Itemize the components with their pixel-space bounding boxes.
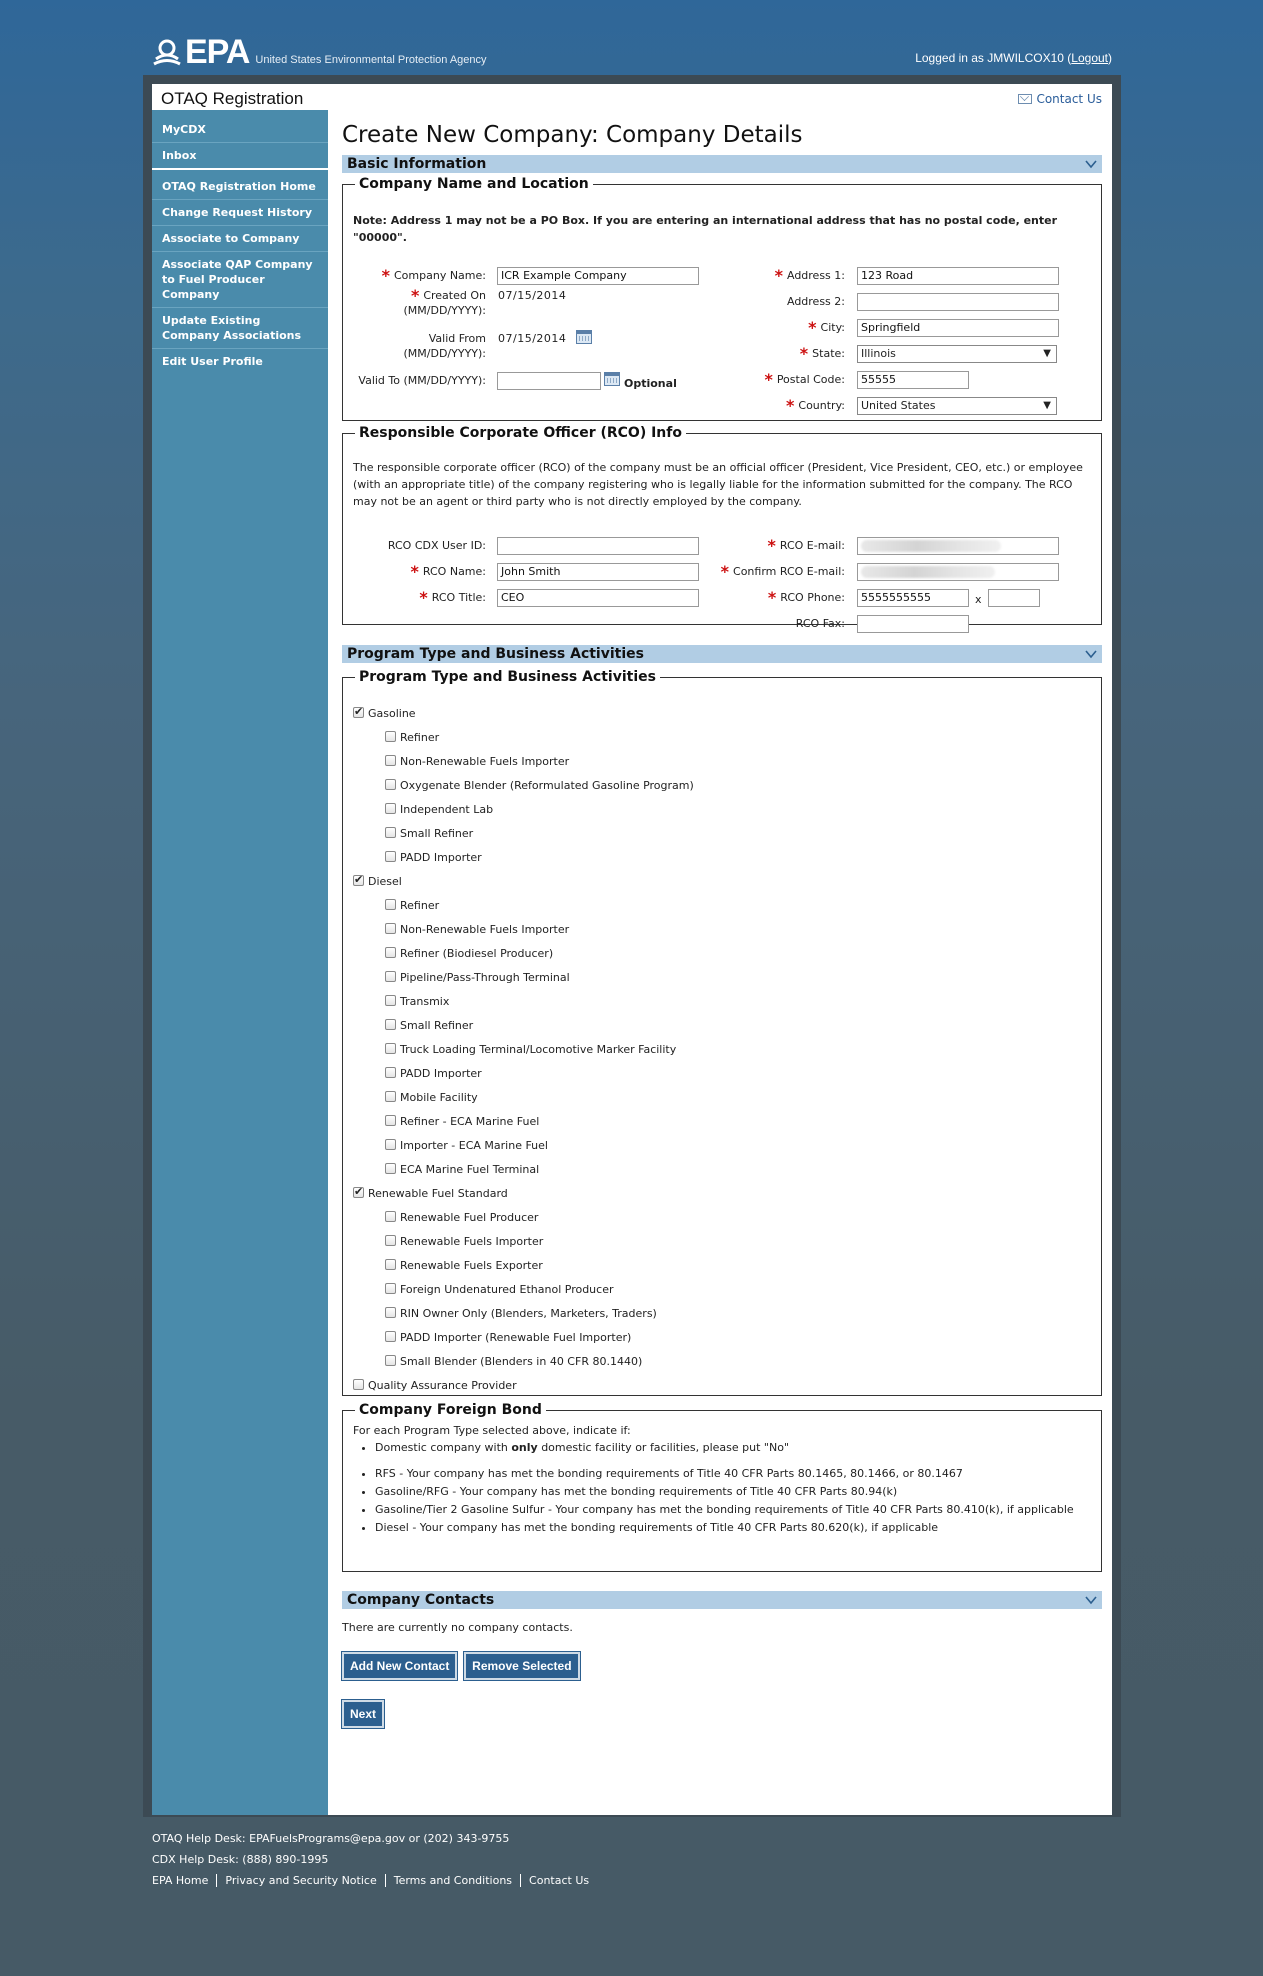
chevron-down-icon[interactable] (1084, 647, 1098, 661)
rco-legend: Responsible Corporate Officer (RCO) Info (359, 425, 682, 441)
created-on-label: * Created On (MM/DD/YYYY): (403, 286, 486, 317)
program-rfs-activity-checkbox[interactable] (385, 1355, 642, 1369)
valid-to-input[interactable] (497, 372, 601, 390)
checkbox[interactable] (385, 1307, 396, 1318)
checkbox-label: Small Refiner (400, 1019, 474, 1032)
logout-link[interactable]: Logout (1071, 51, 1108, 65)
dropdown-arrow-icon: ▼ (1043, 400, 1051, 411)
checkbox-label: Non-Renewable Fuels Importer (400, 755, 570, 768)
contact-us-label: Contact Us (1036, 92, 1102, 106)
checkbox-label: Gasoline (368, 707, 416, 720)
checkbox-label: Foreign Undenatured Ethanol Producer (400, 1283, 614, 1296)
basic-info-title: Basic Information (347, 156, 487, 172)
program-type-bar[interactable] (342, 645, 1102, 663)
checkbox-label: Renewable Fuel Producer (400, 1211, 539, 1224)
program-rfs-activity-checkbox[interactable] (385, 1235, 543, 1249)
address-note: Note: Address 1 may not be a PO Box. If you are entering an international address that has no postal code, enter "00000". (353, 214, 1058, 244)
bond-item-gasoline-tier2: • Gasoline/Tier 2 Gasoline Sulfur - Your company has met the bonding requirements of Title 40 CFR Parts 80.410(k), if applicable (375, 1501, 1091, 1519)
dropdown-arrow-icon: ▼ (1043, 348, 1051, 359)
valid-to-label: Valid To (MM/DD/YYYY): (358, 374, 486, 387)
chevron-down-icon[interactable] (1084, 157, 1098, 171)
program-gasoline-activity-checkbox[interactable] (385, 731, 439, 745)
sidebar-item-associate-company[interactable]: Associate to Company (152, 226, 328, 252)
footer-link-privacy[interactable]: Privacy and Security Notice (216, 1874, 384, 1887)
program-rfs-checkbox[interactable] (353, 1187, 508, 1201)
program-qap-checkbox[interactable] (353, 1379, 517, 1393)
sidebar-item-mycdx[interactable]: MyCDX (152, 117, 328, 143)
checkbox-label: Quality Assurance Provider (368, 1379, 517, 1392)
footer-link-contact[interactable]: Contact Us (520, 1874, 597, 1887)
logged-in-text: Logged in as JMWILCOX10 (915, 51, 1064, 65)
checkbox[interactable] (353, 875, 364, 886)
epa-logo[interactable] (152, 34, 487, 70)
checkbox[interactable] (385, 851, 396, 862)
address2-input[interactable] (857, 293, 1059, 311)
footer-link-terms[interactable]: Terms and Conditions (385, 1874, 520, 1887)
valid-from-label: Valid From (MM/DD/YYYY): (403, 332, 486, 360)
program-gasoline-checkbox[interactable] (353, 707, 416, 721)
checkbox[interactable] (385, 1067, 396, 1078)
checkbox-label: Small Blender (Blenders in 40 CFR 80.1440) (400, 1355, 643, 1368)
state-select[interactable]: Illinois ▼ (857, 345, 1057, 363)
checkbox[interactable] (385, 1043, 396, 1054)
valid-from-value: 07/15/2014 (498, 332, 567, 345)
envelope-icon (1018, 94, 1032, 104)
checkbox[interactable] (385, 1091, 396, 1102)
program-gasoline-activity-checkbox[interactable] (385, 779, 694, 793)
checkbox-label: Refiner (Biodiesel Producer) (400, 947, 554, 960)
optional-label: Optional (624, 377, 677, 390)
sidebar-item-update-associations[interactable]: Update Existing Company Associations (152, 308, 328, 349)
checkbox-label: Renewable Fuel Standard (368, 1187, 508, 1200)
site-footer (152, 1828, 597, 1891)
checkbox-label: Diesel (368, 875, 402, 888)
footer-link-epa-home[interactable]: EPA Home (152, 1874, 209, 1887)
bond-item-gasoline-rfg: • Gasoline/RFG - Your company has met the bonding requirements of Title 40 CFR Parts 80.94(k) (375, 1483, 1091, 1501)
checkbox-label: Transmix (400, 995, 450, 1008)
checkbox[interactable] (385, 899, 396, 910)
checkbox[interactable] (385, 923, 396, 934)
logo-text: EPA (185, 33, 250, 71)
remove-selected-button[interactable]: Remove Selected (464, 1652, 579, 1680)
calendar-icon[interactable] (576, 330, 592, 344)
city-input[interactable]: Springfield (857, 319, 1059, 337)
checkbox-label: Refiner (400, 731, 440, 744)
address1-input[interactable]: 123 Road (857, 267, 1059, 285)
program-rfs-activity-checkbox[interactable] (385, 1307, 657, 1321)
program-gasoline-activity-checkbox[interactable] (385, 755, 569, 769)
program-type-fieldset (342, 669, 1102, 1396)
rco-phone-ext-input[interactable] (988, 589, 1040, 607)
program-diesel-activity-checkbox[interactable] (385, 1091, 478, 1105)
rco-name-label: * RCO Name: (410, 562, 486, 581)
bond-item-rfs: • RFS - Your company has met the bonding requirements of Title 40 CFR Parts 80.1465, 80.1466, or 80.1467 (375, 1465, 1091, 1483)
sidebar-item-change-history[interactable]: Change Request History (152, 200, 328, 226)
country-label: * Country: (786, 396, 845, 415)
checkbox-label: Non-Renewable Fuels Importer (400, 923, 570, 936)
sidebar-nav (152, 110, 328, 1815)
basic-info-bar[interactable] (342, 155, 1102, 173)
next-button[interactable]: Next (342, 1700, 384, 1728)
contact-us-link[interactable] (1018, 92, 1102, 106)
postal-code-label: * Postal Code: (764, 370, 845, 389)
program-diesel-activity-checkbox[interactable] (385, 1067, 482, 1081)
program-gasoline-activity-checkbox[interactable] (385, 851, 482, 865)
checkbox[interactable] (385, 971, 396, 982)
program-diesel-activity-checkbox[interactable] (385, 1115, 539, 1129)
checkbox-label: Pipeline/Pass-Through Terminal (400, 971, 570, 984)
foreign-bond-legend: Company Foreign Bond (359, 1402, 542, 1418)
company-contacts-title: Company Contacts (347, 1592, 495, 1608)
rco-phone-label: * RCO Phone: (767, 588, 845, 607)
epa-flower-icon (152, 37, 182, 67)
city-label: * City: (808, 318, 845, 337)
bond-requirements-list (353, 1465, 1091, 1537)
checkbox-label: PADD Importer (400, 851, 482, 864)
checkbox-label: Renewable Fuels Importer (400, 1235, 544, 1248)
checkbox[interactable] (385, 1235, 396, 1246)
cdx-help-desk: CDX Help Desk: (888) 890-1995 (152, 1853, 329, 1866)
country-select[interactable]: United States ▼ (857, 397, 1057, 415)
program-rfs-activity-checkbox[interactable] (385, 1211, 538, 1225)
checkbox-label: PADD Importer (Renewable Fuel Importer) (400, 1331, 632, 1344)
created-on-value: 07/15/2014 (498, 289, 567, 302)
program-diesel-checkbox[interactable] (353, 875, 402, 889)
checkbox[interactable] (385, 1139, 396, 1150)
agency-name: United States Environmental Protection Agency (255, 54, 487, 66)
bond-item-diesel: • Diesel - Your company has met the bonding requirements of Title 40 CFR Parts 80.620(k), if applicable (375, 1519, 1091, 1537)
footer-links (152, 1870, 597, 1891)
program-diesel-activity-checkbox[interactable] (385, 1139, 548, 1153)
rco-fax-label: RCO Fax: (795, 617, 845, 630)
checkbox-label: Importer - ECA Marine Fuel (400, 1139, 548, 1152)
rco-description: The responsible corporate officer (RCO) of the company must be an official officer (President, Vice President, CEO, etc.) or employee (with an appropriate title) of the company registering who is legally liable for the information submitted for the company. The RCO may not be an agent or third party who is not directly employed by the company. (353, 461, 1083, 508)
program-type-legend: Program Type and Business Activities (359, 669, 656, 685)
main-content (342, 110, 1102, 1728)
checkbox-label: RIN Owner Only (Blenders, Marketers, Traders) (400, 1307, 657, 1320)
rco-fax-input[interactable] (857, 615, 969, 633)
checkbox[interactable] (353, 1379, 364, 1390)
program-diesel-activity-checkbox[interactable] (385, 971, 570, 985)
checkbox-label: Renewable Fuels Exporter (400, 1259, 543, 1272)
checkbox-label: Refiner - ECA Marine Fuel (400, 1115, 540, 1128)
no-contacts-text: There are currently no company contacts. (342, 1621, 573, 1634)
program-rfs-activity-checkbox[interactable] (385, 1331, 631, 1345)
checkbox[interactable] (385, 1163, 396, 1174)
company-name-input[interactable]: ICR Example Company (497, 267, 699, 285)
main-panel (152, 84, 1112, 1815)
program-gasoline-activity-checkbox[interactable] (385, 827, 473, 841)
rco-title-input[interactable]: CEO (497, 589, 699, 607)
program-diesel-activity-checkbox[interactable] (385, 923, 569, 937)
rco-fieldset (342, 425, 1102, 630)
checkbox-label: Small Refiner (400, 827, 474, 840)
checkbox-label: Independent Lab (400, 803, 494, 816)
checkbox-label: Mobile Facility (400, 1091, 478, 1104)
checkbox[interactable] (385, 827, 396, 838)
program-type-bar-title: Program Type and Business Activities (347, 646, 644, 662)
checkbox[interactable] (385, 779, 396, 790)
otaq-help-desk: OTAQ Help Desk: EPAFuelsPrograms@epa.gov or (202) 343-9755 (152, 1832, 510, 1845)
checkbox[interactable] (385, 1283, 396, 1294)
rco-phone-input[interactable]: 5555555555 (857, 589, 969, 607)
checkbox[interactable] (385, 803, 396, 814)
checkbox-label: Oxygenate Blender (Reformulated Gasoline Program) (400, 779, 694, 792)
chevron-down-icon[interactable] (1084, 1593, 1098, 1607)
rco-cdx-id-label: RCO CDX User ID: (387, 539, 486, 552)
address1-label: * Address 1: (774, 266, 845, 285)
add-new-contact-button[interactable]: Add New Contact (342, 1652, 457, 1680)
company-name-label: * Company Name: (381, 266, 486, 285)
redacted-email (861, 566, 995, 578)
checkbox[interactable] (385, 1019, 396, 1030)
sidebar-item-inbox[interactable]: Inbox (152, 143, 328, 170)
checkbox-label: Refiner (400, 899, 440, 912)
phone-ext-separator: x (975, 593, 983, 606)
checkbox[interactable] (385, 731, 396, 742)
site-header (152, 34, 1112, 74)
program-diesel-activity-checkbox[interactable] (385, 899, 439, 913)
foreign-bond-fieldset (342, 1402, 1102, 1572)
program-diesel-activity-checkbox[interactable] (385, 1163, 539, 1177)
rco-name-input[interactable]: John Smith (497, 563, 699, 581)
company-location-fieldset (342, 176, 1102, 421)
checkbox[interactable] (385, 995, 396, 1006)
postal-code-input[interactable]: 55555 (857, 371, 969, 389)
program-diesel-activity-checkbox[interactable] (385, 947, 553, 961)
checkbox[interactable] (353, 1187, 364, 1198)
bond-intro: For each Program Type selected above, indicate if: (353, 1424, 631, 1437)
checkbox-label: ECA Marine Fuel Terminal (400, 1163, 540, 1176)
sidebar-item-associate-qap[interactable]: Associate QAP Company to Fuel Producer Company (152, 252, 328, 308)
checkbox[interactable] (353, 707, 364, 718)
page-title: Create New Company: Company Details (342, 122, 803, 148)
checkbox[interactable] (385, 1115, 396, 1126)
program-rfs-activity-checkbox[interactable] (385, 1283, 614, 1297)
checkbox[interactable] (385, 755, 396, 766)
app-title: OTAQ Registration (161, 89, 304, 108)
checkbox[interactable] (385, 947, 396, 958)
checkbox-label: PADD Importer (400, 1067, 482, 1080)
state-label: * State: (799, 344, 845, 363)
sidebar-item-edit-profile[interactable]: Edit User Profile (162, 355, 263, 368)
checkbox[interactable] (385, 1259, 396, 1270)
bond-domestic-item: • Domestic company with only domestic facility or facilities, please put "No" (375, 1439, 1091, 1457)
redacted-email (861, 540, 1001, 552)
checkbox[interactable] (385, 1355, 396, 1366)
program-diesel-activity-checkbox[interactable] (385, 1019, 473, 1033)
rco-email-label: * RCO E-mail: (767, 536, 845, 555)
address2-label: Address 2: (786, 295, 845, 308)
confirm-rco-email-label: * Confirm RCO E-mail: (720, 562, 845, 581)
checkbox-label: Truck Loading Terminal/Locomotive Marker Facility (400, 1043, 677, 1056)
checkbox[interactable] (385, 1331, 396, 1342)
company-contacts-bar[interactable] (342, 1591, 1102, 1609)
sidebar-item-otaq-home[interactable]: OTAQ Registration Home (152, 174, 328, 200)
program-gasoline-activity-checkbox[interactable] (385, 803, 493, 817)
rco-title-label: * RCO Title: (419, 588, 486, 607)
program-rfs-activity-checkbox[interactable] (385, 1259, 543, 1273)
checkbox[interactable] (385, 1211, 396, 1222)
rco-cdx-id-input[interactable] (497, 537, 699, 555)
program-diesel-activity-checkbox[interactable] (385, 995, 449, 1009)
login-status: Logged in as JMWILCOX10 (Logout) (915, 51, 1112, 65)
program-diesel-activity-checkbox[interactable] (385, 1043, 676, 1057)
calendar-icon[interactable] (604, 372, 620, 386)
bond-domestic-list (353, 1439, 1091, 1457)
company-location-legend: Company Name and Location (359, 176, 589, 192)
